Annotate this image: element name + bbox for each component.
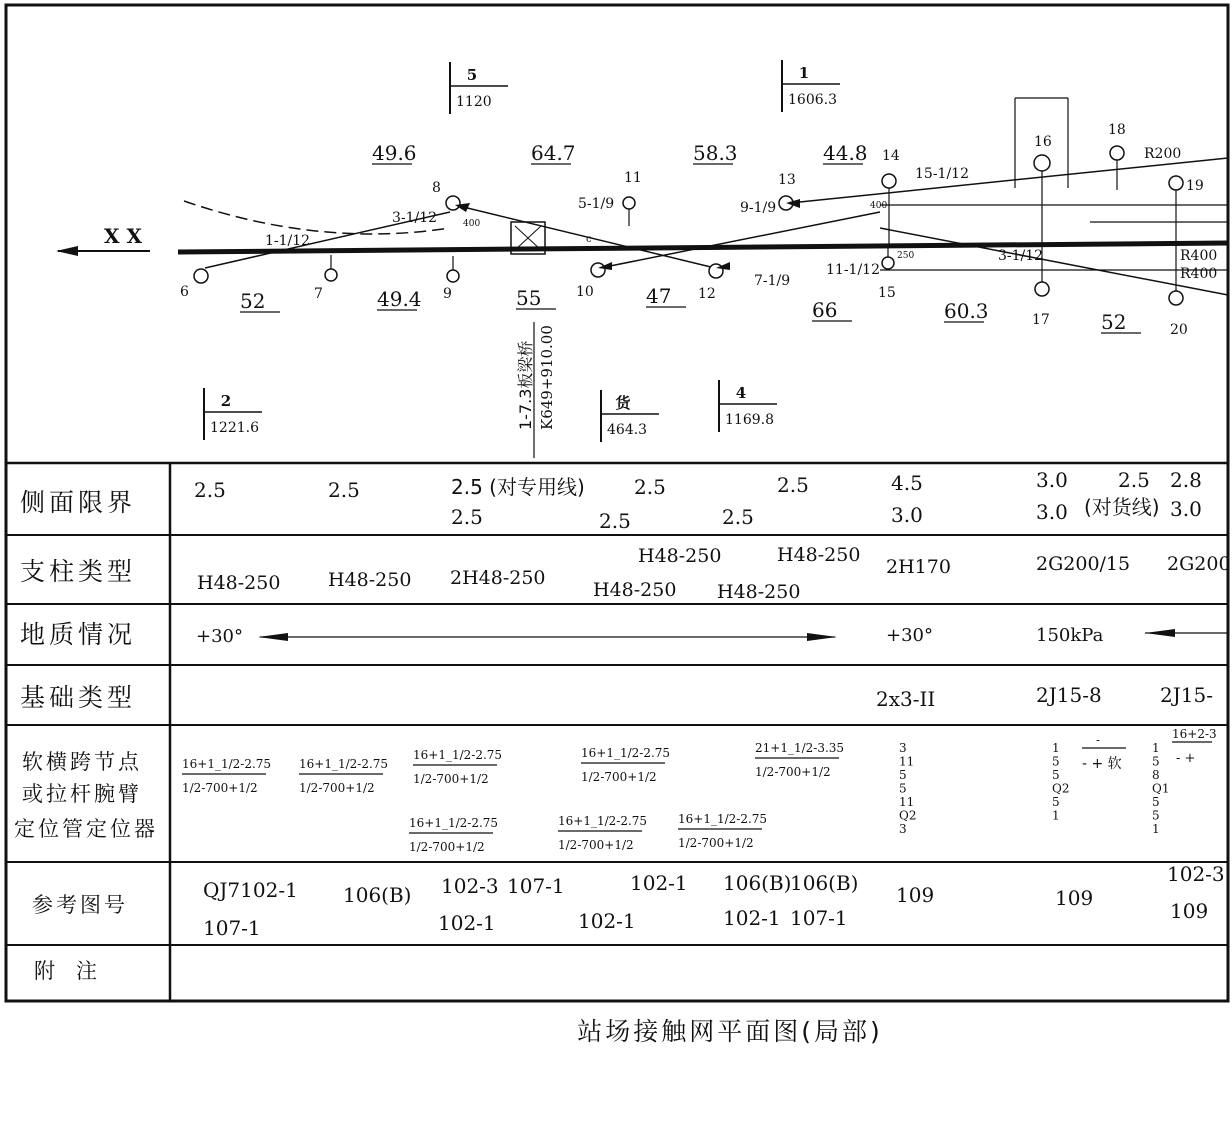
span-length-bottom: 52 — [240, 289, 266, 313]
pole-number: 18 — [1108, 122, 1126, 138]
span-length-bottom: 55 — [516, 286, 542, 310]
span-length-top: 44.8 — [823, 141, 868, 165]
box-id: 货 — [615, 394, 631, 412]
span-note: - — [1096, 733, 1101, 747]
reference-value: 109 — [896, 883, 935, 907]
side-clearance-value: 2.5 — [634, 475, 666, 499]
pole-type-value: H48-250 — [717, 581, 801, 603]
fraction-denominator: 1/2-700+1/2 — [182, 781, 258, 795]
small-mark: 400 — [463, 219, 481, 229]
reference-value: 102-1 — [578, 909, 636, 933]
pole-number: 11 — [624, 170, 642, 186]
poles — [194, 146, 1183, 305]
stack-value: 5 — [1052, 754, 1060, 769]
pole-number: 7 — [314, 286, 323, 302]
span-length-bottom: 66 — [812, 298, 838, 322]
stack-value: 11 — [899, 795, 915, 809]
span-length-bottom: 49.4 — [377, 287, 422, 311]
row-label-foundation: 基础类型 — [20, 683, 137, 712]
stack-value: 5 — [1052, 795, 1060, 809]
stack-value: 5 — [1152, 808, 1160, 823]
fraction-numerator: 16+1_1/2-2.75 — [678, 812, 768, 826]
box-value: 1120 — [456, 94, 492, 110]
switch-label: 7-1/9 — [754, 273, 791, 289]
pole-type-value: H48-250 — [328, 569, 412, 591]
box-value: 1221.6 — [210, 420, 259, 436]
reference-value: QJ7102-1 — [203, 878, 298, 902]
pole-number: 19 — [1186, 178, 1204, 194]
foundation-value: 2J15-8 — [1036, 683, 1102, 707]
row-label-reference: 参考图号 — [32, 893, 128, 917]
side-clearance-value: 2.5 — [1118, 468, 1150, 492]
switch-label: 9-1/9 — [740, 200, 777, 216]
pole-9 — [447, 270, 459, 282]
stack-value: 1 — [1052, 741, 1060, 755]
row-label-notes: 附 注 — [34, 959, 97, 983]
pole-20 — [1169, 291, 1183, 305]
reference-value: 107-1 — [507, 874, 565, 898]
row-label-pole-type: 支柱类型 — [20, 557, 137, 586]
reference-value: 102-3 — [1167, 862, 1225, 886]
side-clearance-value: 2.5 (对专用线) — [451, 475, 585, 499]
box-id: 5 — [466, 66, 478, 84]
drawing-caption: 站场接触网平面图(局部) — [577, 1017, 883, 1046]
pole-type-value: H48-250 — [638, 545, 722, 567]
pole-7 — [325, 269, 337, 281]
direction-arrowhead — [56, 246, 78, 256]
bridge-label: 1-7.3板梁桥 — [516, 340, 535, 430]
pole-number: 20 — [1170, 322, 1188, 338]
row-label-geology: 地质情况 — [20, 620, 137, 649]
span-note: - + — [1176, 751, 1196, 766]
side-clearance-value: 4.5 — [891, 471, 923, 495]
fraction-numerator: 16+1_1/2-2.75 — [182, 757, 272, 771]
span-length-top: 49.6 — [372, 141, 417, 165]
reference-value: 102-3 — [441, 874, 499, 898]
stack-value: 5 — [1152, 795, 1160, 809]
fraction-denominator: 1/2-700+1/2 — [581, 770, 657, 784]
foundation-value: 2J15- — [1160, 683, 1213, 707]
pole-number: 14 — [882, 148, 900, 164]
pole-number: 10 — [576, 284, 594, 300]
switch-label: 1-1/12 — [265, 233, 311, 249]
side-clearance-value: 2.5 — [194, 478, 226, 502]
row-label-side-clearance: 侧面限界 — [20, 488, 137, 517]
stack-value: 11 — [899, 754, 915, 769]
pole-6 — [194, 269, 208, 283]
switch-label: 3-1/12 — [998, 248, 1044, 264]
fraction-numerator: 21+1_1/2-3.35 — [755, 741, 845, 755]
span-note: - + 软 — [1082, 756, 1122, 772]
fraction-numerator: 16+1_1/2-2.75 — [409, 816, 499, 830]
fraction-numerator: 16+1_1/2-2.75 — [558, 814, 648, 828]
radius-label: R200 — [1144, 146, 1182, 162]
stack-value: 1 — [1052, 808, 1060, 823]
box-id: 2 — [220, 392, 232, 410]
row-label-span-line2: 或拉杆腕臂 — [22, 782, 142, 806]
side-clearance-value: 2.8 — [1170, 468, 1202, 492]
stack-value: Q2 — [1052, 781, 1070, 796]
reference-value: 107-1 — [203, 916, 261, 940]
pole-number: 8 — [432, 180, 441, 196]
pole-number: 12 — [698, 286, 716, 302]
reference-value: 107-1 — [790, 906, 848, 930]
small-mark: 400 — [870, 201, 888, 211]
switch-label: 3-1/12 — [392, 210, 438, 226]
fraction-denominator: 1/2-700+1/2 — [558, 838, 634, 852]
plan-labels — [180, 60, 1217, 458]
reference-value: 102-1 — [630, 871, 688, 895]
box-id: 1 — [798, 64, 810, 82]
stack-value: 1 — [1152, 822, 1160, 836]
pole-type-value: 2H48-250 — [450, 567, 546, 589]
reference-value: 106(B) — [790, 871, 859, 895]
fraction-numerator: 16+1_1/2-2.75 — [581, 746, 671, 760]
fraction-denominator: 1/2-700+1/2 — [678, 836, 754, 850]
pole-type-value: 2G200 — [1167, 553, 1231, 575]
side-clearance-value: 3.0 — [1170, 497, 1202, 521]
stack-value: 3 — [899, 822, 907, 836]
span-note: 16+2-3 — [1172, 727, 1217, 741]
pole-type-value: H48-250 — [197, 572, 281, 594]
track-plan — [56, 98, 1228, 305]
side-clearance-value: 2.5 — [451, 505, 483, 529]
box-value: 1169.8 — [725, 412, 774, 428]
switch-label: 5-1/9 — [578, 196, 615, 212]
crossover-3 — [600, 212, 880, 268]
fraction-denominator: 1/2-700+1/2 — [413, 772, 489, 786]
pole-type-value: 2H170 — [886, 556, 951, 578]
row-label-span-line3: 定位管定位器 — [14, 817, 158, 841]
stack-value: Q1 — [1152, 781, 1170, 796]
pole-number: 16 — [1034, 134, 1052, 150]
side-clearance-value: 3.0 — [1036, 468, 1068, 492]
reference-value: 106(B) — [723, 871, 792, 895]
pole-17 — [1035, 282, 1049, 296]
geology-value: +30° — [196, 626, 243, 647]
pole-number: 6 — [180, 284, 189, 300]
switch-label: 11-1/12 — [826, 262, 880, 278]
geology-value: 150kPa — [1036, 625, 1104, 646]
switch-label: 15-1/12 — [915, 166, 969, 182]
bridge-mileage: K649+910.00 — [538, 325, 556, 430]
stack-value: 5 — [1152, 754, 1160, 769]
pole-number: 13 — [778, 172, 796, 188]
side-clearance-value: 3.0 — [891, 503, 923, 527]
span-length-bottom: 60.3 — [944, 299, 989, 323]
small-mark: 250 — [897, 251, 915, 261]
side-clearance-value: 2.5 — [777, 473, 809, 497]
reference-value: 102-1 — [438, 911, 496, 935]
span-length-bottom: 47 — [646, 284, 672, 308]
stack-value: 5 — [899, 768, 907, 782]
stack-value: 5 — [899, 781, 907, 796]
span-length-bottom: 52 — [1101, 310, 1127, 334]
box-value: 1606.3 — [788, 92, 837, 108]
direction-label: X X — [104, 224, 142, 248]
stack-value: 5 — [1052, 768, 1060, 782]
fraction-numerator: 16+1_1/2-2.75 — [299, 757, 389, 771]
box-value: 464.3 — [607, 422, 648, 438]
stack-value: Q2 — [899, 808, 917, 823]
stack-value: 1 — [1152, 741, 1160, 755]
radius-label: R400 — [1180, 248, 1218, 264]
reference-value: 109 — [1055, 886, 1094, 910]
pole-8 — [446, 196, 460, 210]
foundation-value: 2x3-II — [876, 687, 936, 711]
reference-value: 109 — [1170, 899, 1209, 923]
side-clearance-value: 2.5 — [722, 505, 754, 529]
pole-11 — [623, 197, 635, 209]
span-length-top: 58.3 — [693, 141, 738, 165]
pole-16 — [1034, 155, 1050, 171]
span-length-top: 64.7 — [531, 141, 576, 165]
small-mark: c — [586, 234, 592, 245]
pole-type-value: H48-250 — [593, 579, 677, 601]
side-clearance-value: (对货线) — [1084, 495, 1160, 519]
radius-label: R400 — [1180, 266, 1218, 282]
side-clearance-value: 3.0 — [1036, 500, 1068, 524]
pole-19 — [1169, 176, 1183, 190]
reference-value: 102-1 — [723, 906, 781, 930]
side-clearance-value: 2.5 — [328, 478, 360, 502]
pole-14 — [882, 174, 896, 188]
side-clearance-value: 2.5 — [599, 509, 631, 533]
box-id: 4 — [735, 384, 747, 402]
stack-value: 3 — [899, 741, 907, 755]
pole-number: 17 — [1032, 312, 1050, 328]
pole-type-value: H48-250 — [777, 544, 861, 566]
crossover-2 — [455, 205, 715, 268]
stack-value: 8 — [1152, 768, 1160, 782]
fraction-denominator: 1/2-700+1/2 — [299, 781, 375, 795]
fraction-numerator: 16+1_1/2-2.75 — [413, 748, 503, 762]
pole-number: 15 — [878, 285, 896, 301]
reference-value: 106(B) — [343, 883, 412, 907]
pole-18 — [1110, 146, 1124, 160]
fraction-denominator: 1/2-700+1/2 — [409, 840, 485, 854]
fraction-denominator: 1/2-700+1/2 — [755, 765, 831, 779]
pole-10 — [591, 263, 605, 277]
pole-number: 9 — [443, 286, 452, 302]
pole-type-value: 2G200/15 — [1036, 553, 1131, 575]
geology-value: +30° — [886, 625, 933, 646]
row-label-span-line1: 软横跨节点 — [22, 750, 142, 774]
pole-15 — [882, 257, 894, 269]
